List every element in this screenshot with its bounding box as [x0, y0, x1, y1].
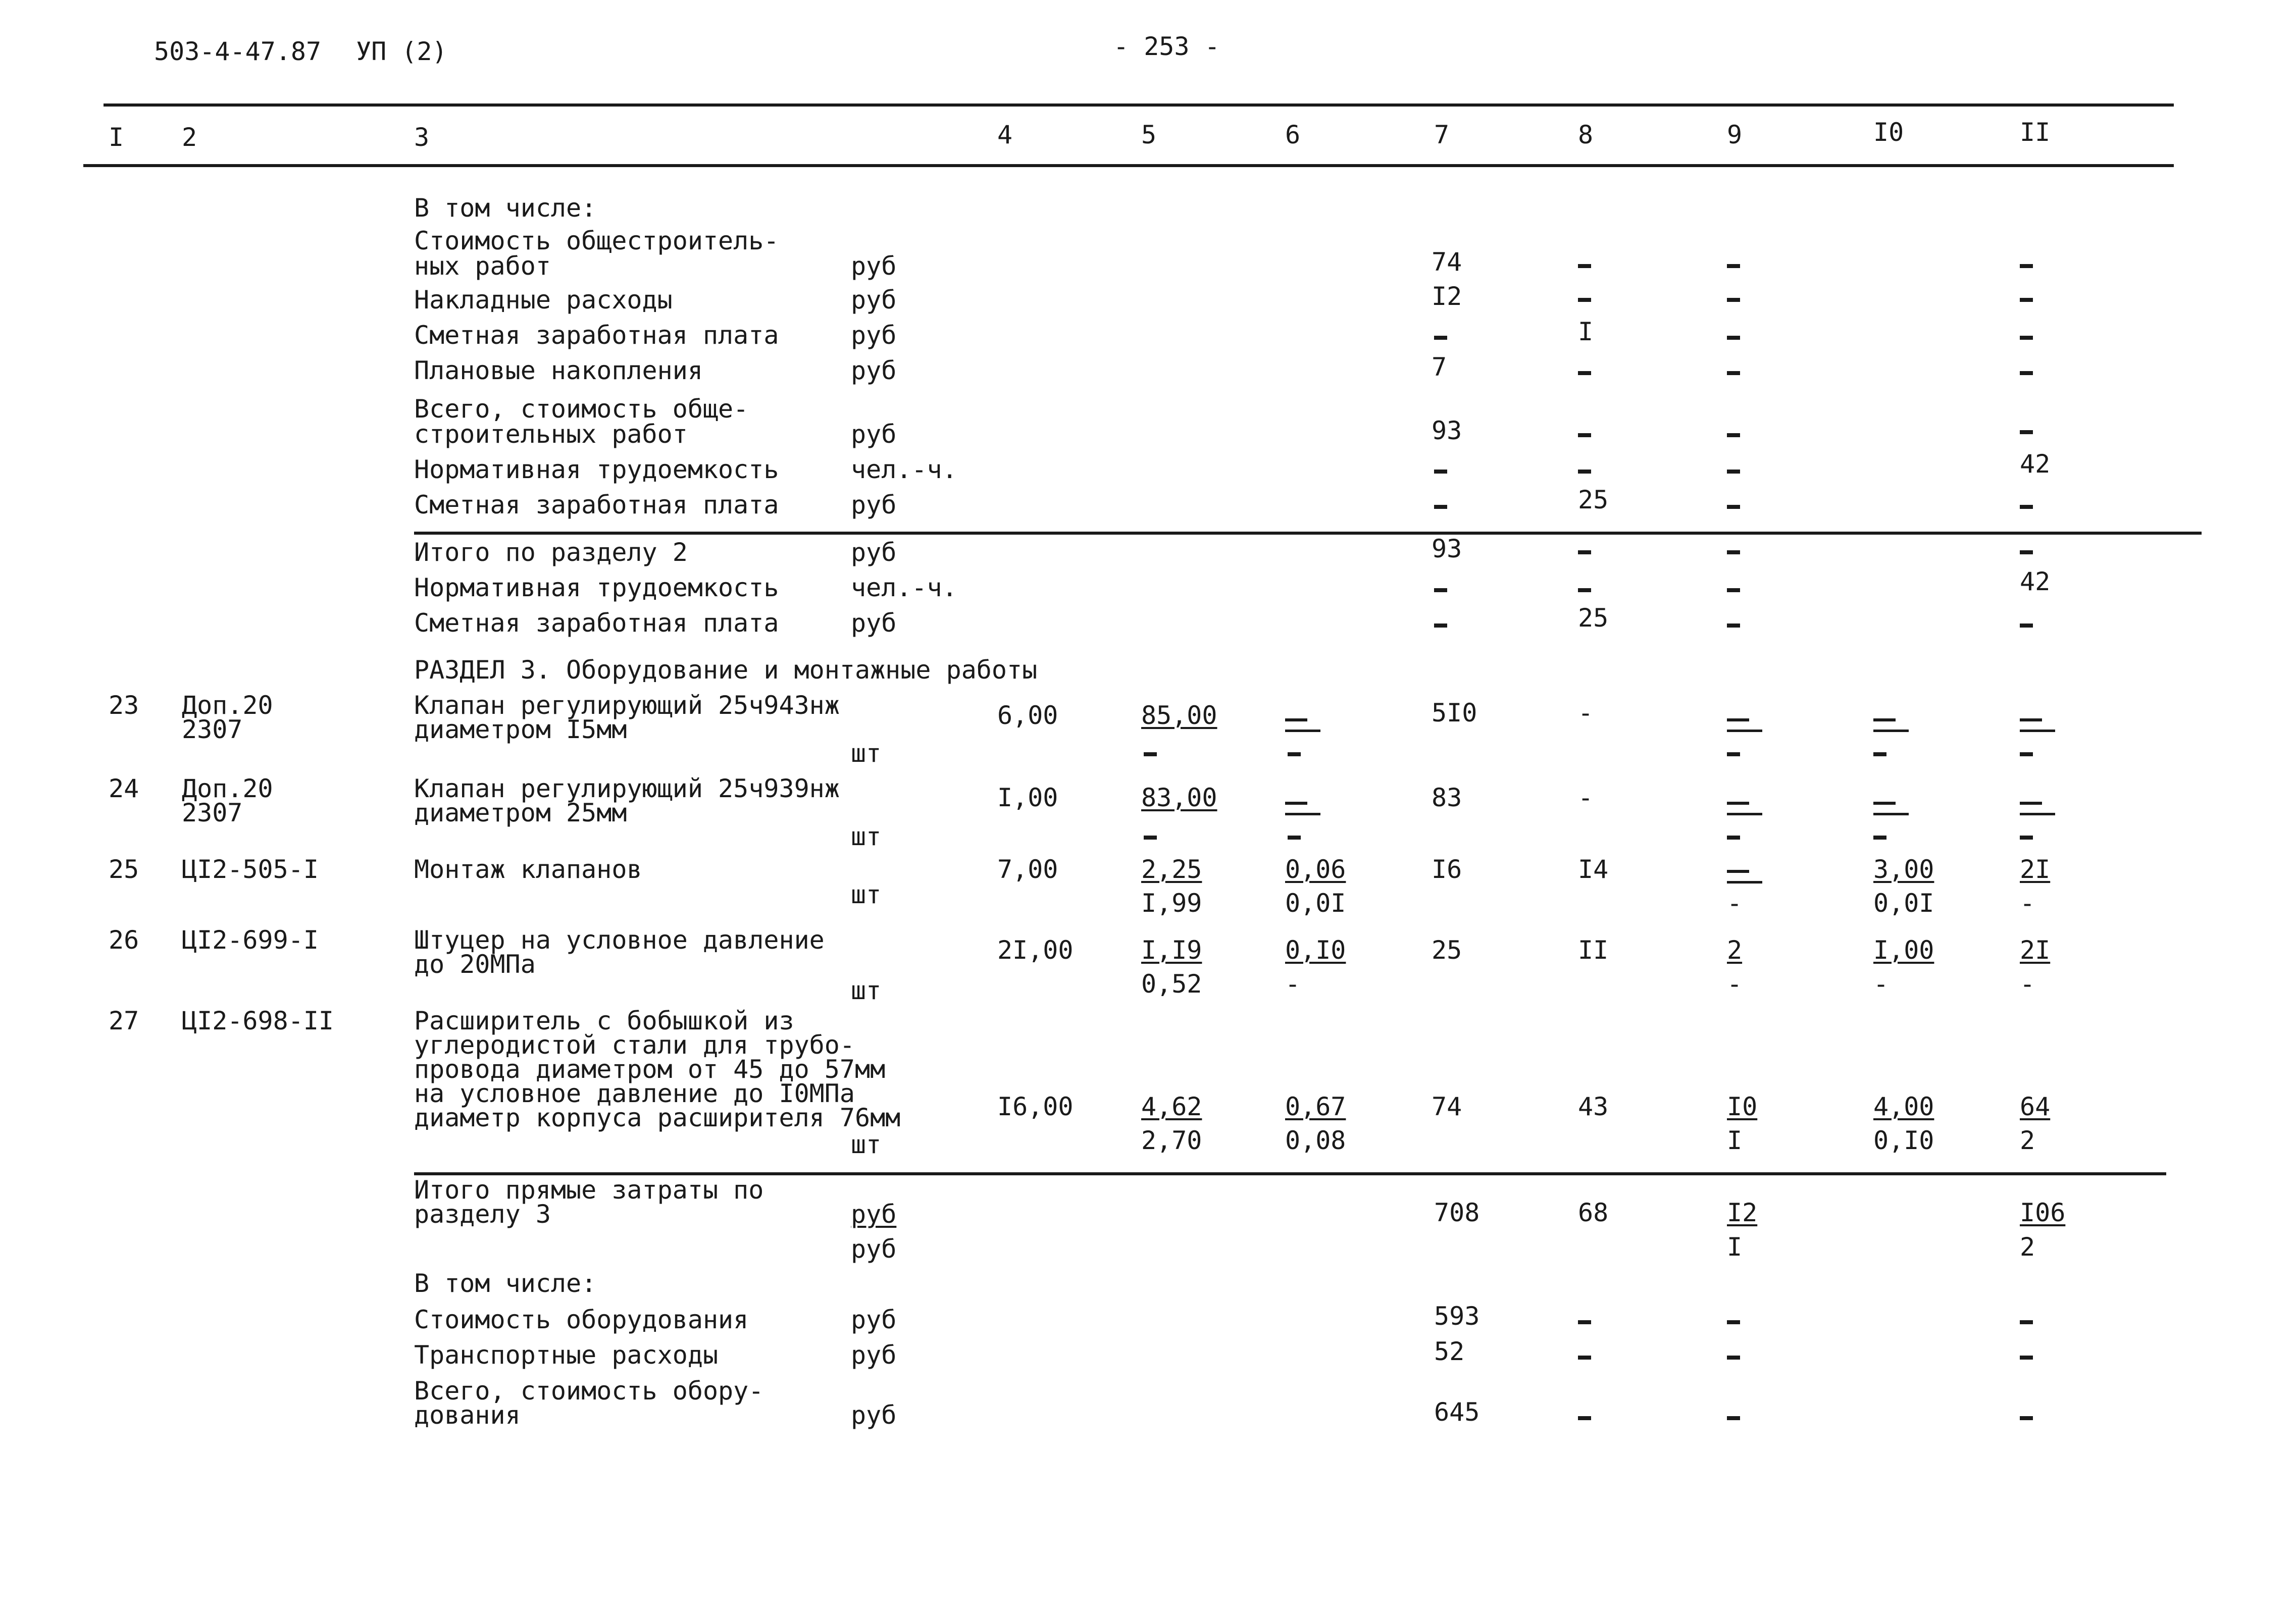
- dash: [2020, 505, 2033, 509]
- item-c7: 83: [1432, 783, 1462, 812]
- row-unit: руб: [851, 1305, 897, 1334]
- header-bottom-rule: [83, 164, 2174, 167]
- dash: [2020, 298, 2033, 302]
- dash: [1288, 836, 1301, 840]
- row-c7: 593: [1434, 1302, 1480, 1331]
- header-top-rule: [104, 103, 2174, 107]
- item-qty: I,00: [997, 783, 1058, 812]
- dash: [2020, 1320, 2033, 1324]
- row-c7: 645: [1434, 1397, 1480, 1427]
- col-header-9: 9: [1727, 120, 1743, 149]
- item-c5-bottom: 2,70: [1141, 1126, 1202, 1155]
- item-unit: шт: [851, 822, 882, 851]
- item-c10-bottom: -: [1873, 969, 1889, 999]
- row-unit: руб: [851, 321, 897, 350]
- dash: [1727, 433, 1740, 437]
- item-unit: шт: [851, 880, 882, 909]
- dash: [1727, 752, 1740, 756]
- item-c5-bottom: I,99: [1141, 889, 1202, 918]
- item-qty: 7,00: [997, 855, 1058, 884]
- row-unit: чел.-ч.: [851, 573, 957, 602]
- item-name: Расширитель с бобышкой из: [414, 1006, 794, 1035]
- dash: [1288, 752, 1301, 756]
- item-number: 26: [109, 925, 139, 955]
- item-code: ЦI2-505-I: [182, 855, 319, 884]
- col-header-3: 3: [414, 123, 430, 152]
- dash: [1727, 588, 1740, 592]
- col-header-11: II: [2020, 118, 2051, 147]
- fraction-dash: [1727, 793, 1762, 815]
- row-c7: 93: [1432, 534, 1462, 563]
- item-unit: шт: [851, 976, 882, 1005]
- item-c8: II: [1578, 936, 1609, 965]
- row-unit: руб: [851, 490, 897, 520]
- total-c9-top: I2: [1727, 1198, 1758, 1227]
- row-c7: 7: [1432, 352, 1447, 382]
- item-name: Клапан регулирующий 25ч943нж: [414, 691, 840, 720]
- dash: [1727, 550, 1740, 554]
- row-label: Накладные расходы: [414, 285, 673, 315]
- item-name: Штуцер на условное давление: [414, 925, 825, 955]
- col-header-6: 6: [1285, 120, 1301, 149]
- item-c8: 43: [1578, 1092, 1609, 1121]
- page-number: - 253 -: [1113, 32, 1220, 61]
- row-label: Стоимость общестроитель-: [414, 226, 779, 255]
- dash: [1434, 624, 1447, 628]
- item-c7: 74: [1432, 1092, 1462, 1121]
- dash: [1578, 371, 1591, 375]
- dash: [1578, 550, 1591, 554]
- row-label: Всего, стоимость обще-: [414, 394, 749, 424]
- item-c5-bottom: 0,52: [1141, 969, 1202, 999]
- row-c8: I: [1578, 317, 1594, 346]
- item-c6-bottom: 0,08: [1285, 1126, 1346, 1155]
- total-c11-bottom: 2: [2020, 1232, 2035, 1262]
- item-qty: 6,00: [997, 701, 1058, 730]
- item-code: ЦI2-698-II: [182, 1006, 334, 1035]
- item-c11-top: 2I: [2020, 855, 2051, 884]
- item-c9-top: I0: [1727, 1092, 1758, 1121]
- dash: [2020, 430, 2033, 434]
- row-unit: руб: [851, 356, 897, 385]
- item-c10-bottom: 0,0I: [1873, 889, 1934, 918]
- row-unit: руб: [851, 420, 897, 449]
- item-c9-bottom: -: [1727, 889, 1743, 918]
- item-c9-top: 2: [1727, 936, 1743, 965]
- item-unit: шт: [851, 1130, 882, 1159]
- row-c7: 93: [1432, 416, 1462, 445]
- row-c8: 25: [1578, 603, 1609, 633]
- section2-total-label: Итого по разделу 2: [414, 538, 688, 567]
- col-header-1: I: [109, 123, 124, 152]
- row-label: ных работ: [414, 251, 551, 281]
- row-unit: руб: [851, 285, 897, 315]
- item-number: 27: [109, 1006, 139, 1035]
- dash: [1578, 1320, 1591, 1324]
- item-c8: -: [1578, 698, 1594, 728]
- row-label: Сметная заработная плата: [414, 321, 779, 350]
- col-header-8: 8: [1578, 120, 1594, 149]
- fraction-dash: [1873, 709, 1909, 732]
- col-header-10: I0: [1873, 118, 1904, 147]
- row-c7: I2: [1432, 282, 1462, 311]
- item-name: углеродистой стали для трубо-: [414, 1030, 855, 1060]
- dash: [1578, 433, 1591, 437]
- row-unit: руб: [851, 1234, 897, 1264]
- caption-including: В том числе:: [414, 193, 597, 223]
- fraction-dash: [1873, 793, 1909, 815]
- col-header-4: 4: [997, 120, 1013, 149]
- row-c11: 42: [2020, 449, 2051, 479]
- dash: [1434, 470, 1447, 474]
- dash: [2020, 752, 2033, 756]
- row-unit: руб: [851, 538, 897, 567]
- item-qty: 2I,00: [997, 936, 1074, 965]
- item-c7: I6: [1432, 855, 1462, 884]
- fraction-dash: [1285, 793, 1320, 815]
- fraction-dash: [1727, 709, 1762, 732]
- item-c5-top: 2,25: [1141, 855, 1202, 884]
- item-c10-top: 4,00: [1873, 1092, 1934, 1121]
- item-c5-top: 83,00: [1141, 783, 1217, 812]
- dash: [2020, 336, 2033, 340]
- dash: [1727, 836, 1740, 840]
- row-unit: руб: [851, 251, 897, 281]
- dash: [1727, 298, 1740, 302]
- item-c11-bottom: 2: [2020, 1126, 2035, 1155]
- item-c9-bottom: -: [1727, 969, 1743, 999]
- item-c11-bottom: -: [2020, 969, 2035, 999]
- dash: [2020, 1356, 2033, 1360]
- row-c11: 42: [2020, 567, 2051, 596]
- item-c5-top: 4,62: [1141, 1092, 1202, 1121]
- dash: [1727, 264, 1740, 268]
- item-c6-top: 0,67: [1285, 1092, 1346, 1121]
- item-c11-bottom: -: [2020, 889, 2035, 918]
- item-c5-top: I,I9: [1141, 936, 1202, 965]
- item-c7: 25: [1432, 936, 1462, 965]
- item-c6-bottom: 0,0I: [1285, 889, 1346, 918]
- item-code: 2307: [182, 798, 243, 827]
- item-unit: шт: [851, 739, 882, 768]
- dash: [1434, 336, 1447, 340]
- item-name: диаметром 25мм: [414, 798, 627, 827]
- row-label: Нормативная трудоемкость: [414, 573, 779, 602]
- dash: [2020, 624, 2033, 628]
- row-c8: 25: [1578, 485, 1609, 514]
- dash: [1727, 1416, 1740, 1420]
- document-code: 503-4-47.87: [154, 37, 322, 66]
- dash: [1873, 752, 1886, 756]
- dash: [1578, 264, 1591, 268]
- dash: [1434, 588, 1447, 592]
- caption-including: В том числе:: [414, 1269, 597, 1298]
- dash: [1578, 1416, 1591, 1420]
- col-header-5: 5: [1141, 120, 1157, 149]
- fraction-dash: [1727, 861, 1762, 884]
- row-label: Всего, стоимость обору-: [414, 1376, 764, 1406]
- item-number: 24: [109, 774, 139, 803]
- item-c6-top: 0,06: [1285, 855, 1346, 884]
- row-unit: руб: [851, 1340, 897, 1370]
- dash: [1144, 752, 1157, 756]
- col-header-2: 2: [182, 123, 197, 152]
- dash: [2020, 550, 2033, 554]
- section3-title: РАЗДЕЛ 3. Оборудование и монтажные работы: [414, 655, 1038, 685]
- item-c7: 5I0: [1432, 698, 1477, 728]
- item-c10-top: I,00: [1873, 936, 1934, 965]
- fraction-dash: [2020, 709, 2055, 732]
- item-number: 23: [109, 691, 139, 720]
- total-c11-top: I06: [2020, 1198, 2066, 1227]
- row-label: Сметная заработная плата: [414, 608, 779, 638]
- total-c9-bottom: I: [1727, 1232, 1743, 1262]
- row-label: дования: [414, 1400, 521, 1430]
- dash: [1727, 1320, 1740, 1324]
- dash: [1727, 336, 1740, 340]
- item-c6-bottom: -: [1285, 969, 1301, 999]
- item-c6-top: 0,I0: [1285, 936, 1346, 965]
- section3-total-label: Итого прямые затраты по: [414, 1175, 764, 1205]
- dash: [2020, 371, 2033, 375]
- dash: [1144, 836, 1157, 840]
- item-name: диаметр корпуса расширителя 76мм: [414, 1103, 901, 1132]
- row-unit: руб: [851, 1200, 897, 1229]
- row-c7: 74: [1432, 247, 1462, 277]
- total-c8: 68: [1578, 1198, 1609, 1227]
- dash: [1727, 1356, 1740, 1360]
- dash: [1727, 470, 1740, 474]
- item-code: Доп.20: [182, 691, 273, 720]
- row-unit: руб: [851, 608, 897, 638]
- row-label: Сметная заработная плата: [414, 490, 779, 520]
- item-c8: -: [1578, 783, 1594, 812]
- item-c8: I4: [1578, 855, 1609, 884]
- item-qty: I6,00: [997, 1092, 1074, 1121]
- row-label: строительных работ: [414, 420, 688, 449]
- item-c11-top: 64: [2020, 1092, 2051, 1121]
- dash: [1578, 470, 1591, 474]
- item-name: до 20МПа: [414, 950, 536, 979]
- item-c11-top: 2I: [2020, 936, 2051, 965]
- total-c7: 708: [1434, 1198, 1480, 1227]
- section2-total-rule: [414, 532, 2202, 535]
- col-header-7: 7: [1434, 120, 1450, 149]
- dash: [1434, 505, 1447, 509]
- album-label: УП (2): [356, 37, 447, 66]
- item-code: Доп.20: [182, 774, 273, 803]
- row-label: Плановые накопления: [414, 356, 703, 385]
- dash: [1578, 588, 1591, 592]
- item-name: провода диаметром от 45 до 57мм: [414, 1055, 886, 1084]
- dash: [1727, 505, 1740, 509]
- section3-total-label: разделу 3: [414, 1200, 551, 1229]
- item-name: диаметром I5мм: [414, 715, 627, 744]
- fraction-dash: [2020, 793, 2055, 815]
- item-c9-bottom: I: [1727, 1126, 1743, 1155]
- row-label: Нормативная трудоемкость: [414, 455, 779, 484]
- row-c7: 52: [1434, 1337, 1465, 1366]
- row-label: Стоимость оборудования: [414, 1305, 749, 1334]
- dash: [1873, 836, 1886, 840]
- row-unit: руб: [851, 1400, 897, 1430]
- dash: [2020, 264, 2033, 268]
- item-c5-top: 85,00: [1141, 701, 1217, 730]
- item-number: 25: [109, 855, 139, 884]
- item-name: на условное давление до I0МПа: [414, 1079, 855, 1108]
- dash: [2020, 836, 2033, 840]
- item-name: Клапан регулирующий 25ч939нж: [414, 774, 840, 803]
- row-unit: чел.-ч.: [851, 455, 957, 484]
- item-name: Монтаж клапанов: [414, 855, 642, 884]
- item-code: ЦI2-699-I: [182, 925, 319, 955]
- item-c10-top: 3,00: [1873, 855, 1934, 884]
- dash: [2020, 1416, 2033, 1420]
- item-c10-bottom: 0,I0: [1873, 1126, 1934, 1155]
- item-code: 2307: [182, 715, 243, 744]
- dash: [1578, 1356, 1591, 1360]
- row-label: Транспортные расходы: [414, 1340, 719, 1370]
- dash: [1727, 624, 1740, 628]
- fraction-dash: [1285, 709, 1320, 732]
- dash: [1727, 371, 1740, 375]
- dash: [1578, 298, 1591, 302]
